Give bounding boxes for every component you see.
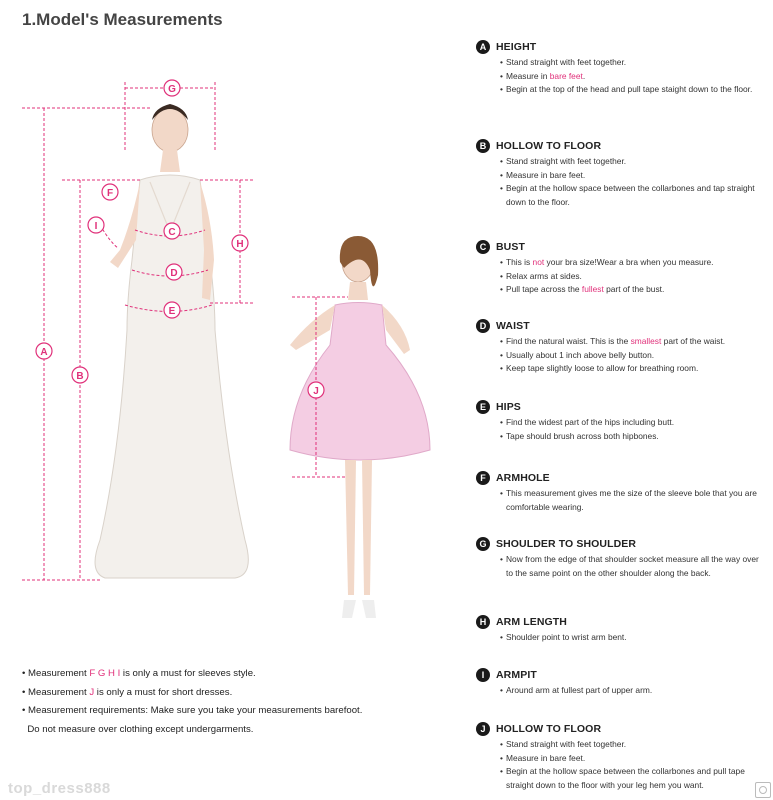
spec-text: This is — [506, 257, 533, 267]
spec-text: Find the widest part of the hips including butt. — [506, 417, 675, 427]
spec-list — [476, 487, 766, 514]
spec-text: part of the waist. — [661, 336, 726, 346]
short-dress-figure — [290, 236, 430, 618]
spec-text: your bra size!Wear a bra when you measure. — [544, 257, 714, 267]
page-title: 1.Model's Measurements — [22, 10, 223, 29]
note-line — [22, 665, 462, 684]
spec-list — [476, 684, 766, 698]
spec-text: Stand straight with feet together. — [506, 57, 627, 67]
spec-item — [500, 765, 766, 792]
spec-item — [500, 56, 766, 70]
spec-title: SHOULDER TO SHOULDER — [496, 538, 637, 550]
spec-text: Begin at the top of the head and pull tape staight down to the floor. — [506, 84, 753, 94]
spec-item — [500, 430, 766, 444]
note-line — [22, 702, 462, 721]
badge-b-label: B — [76, 371, 84, 382]
spec-text: Measure in bare feet. — [506, 169, 586, 180]
highlight-text: smallest — [630, 336, 662, 346]
spec-item — [500, 256, 766, 270]
spec-item — [500, 738, 766, 752]
spec-item — [500, 182, 766, 209]
letter-badge-icon: D — [476, 319, 490, 333]
spec-title: BUST — [496, 241, 525, 253]
spec-text: Find the natural waist. This is the — [506, 336, 631, 346]
note-line — [22, 684, 462, 703]
spec-item — [500, 631, 766, 645]
spec-item — [500, 169, 766, 183]
letter-badge-icon: A — [476, 40, 490, 54]
measurement-diagram — [0, 0, 460, 640]
badge-h-label: H — [236, 239, 244, 250]
highlight-text: bare feet — [549, 70, 583, 81]
highlight-text: F G H I — [89, 668, 121, 679]
spec-header — [476, 400, 766, 414]
badge-g — [164, 80, 180, 96]
spec-list — [476, 155, 766, 209]
spec-header — [476, 537, 766, 551]
spec-text: Tape should brush across both hipbones. — [506, 430, 659, 441]
measurement-notes — [22, 665, 462, 739]
spec-h — [476, 615, 766, 645]
spec-item — [500, 553, 766, 580]
spec-text: Begin at the hollow space between the collarbones and tap straight down to the floor. — [506, 183, 755, 207]
spec-list — [476, 553, 766, 580]
spec-g — [476, 537, 766, 580]
badge-i-label: I — [94, 221, 98, 232]
spec-header — [476, 319, 766, 333]
badge-e-label: E — [168, 306, 176, 317]
spec-list — [476, 416, 766, 443]
spec-d — [476, 319, 766, 376]
spec-list — [476, 335, 766, 376]
spec-item — [500, 349, 766, 363]
note-text: • Measurement — [22, 668, 90, 679]
badge-j — [308, 382, 324, 398]
letter-badge-icon: E — [476, 400, 490, 414]
spec-b — [476, 139, 766, 209]
spec-title: WAIST — [496, 320, 530, 332]
note-text: Do not measure over clothing except undergarments. — [22, 723, 254, 735]
spec-text: This measurement gives me the size of the sleeve bole that you are comfortable wearing. — [506, 488, 757, 512]
badge-b — [72, 367, 88, 383]
spec-title: HEIGHT — [496, 41, 537, 53]
spec-list — [476, 56, 766, 97]
spec-header — [476, 471, 766, 485]
spec-header — [476, 240, 766, 254]
note-text: is only a must for sleeves style. — [120, 668, 256, 679]
spec-list — [476, 256, 766, 297]
spec-header — [476, 40, 766, 54]
note-text: • Measurement — [22, 686, 90, 698]
watermark: top_dress888 — [8, 780, 111, 797]
spec-text: Keep tape slightly loose to allow for breathing room. — [506, 363, 699, 373]
spec-a — [476, 40, 766, 97]
spec-f — [476, 471, 766, 514]
badge-c — [164, 223, 180, 239]
spec-title: HOLLOW TO FLOOR — [496, 140, 602, 152]
spec-item — [500, 487, 766, 514]
badge-f-label: F — [106, 188, 114, 199]
letter-badge-icon: B — [476, 139, 490, 153]
spec-text: . — [582, 70, 586, 81]
wedding-dress-figure — [95, 104, 248, 578]
spec-i — [476, 668, 766, 698]
spec-item — [500, 83, 766, 97]
note-text: is only a must for short dresses. — [94, 686, 233, 698]
spec-header — [476, 668, 766, 682]
spec-item — [500, 283, 766, 297]
spec-title: ARMHOLE — [496, 472, 550, 484]
letter-badge-icon: H — [476, 615, 490, 629]
measurement-diagram-svg — [0, 0, 460, 640]
spec-title: ARM LENGTH — [496, 616, 567, 628]
spec-text: Around arm at fullest part of upper arm. — [506, 685, 653, 695]
spec-text: Measure in bare feet. — [506, 752, 586, 763]
spec-text: Begin at the hollow space between the collarbones and pull tape straight down to the floor with your leg hem you want. — [506, 766, 745, 790]
spec-text: Usually about 1 inch above belly button. — [506, 349, 655, 360]
spec-text: Stand straight with feet together. — [506, 739, 627, 749]
letter-badge-icon: C — [476, 240, 490, 254]
spec-list — [476, 631, 766, 645]
badge-a-label: A — [40, 347, 48, 358]
spec-text: Measure in — [506, 70, 550, 81]
highlight-text: fullest — [581, 284, 604, 294]
spec-text: Relax arms at sides. — [506, 270, 582, 281]
spec-text: Now from the edge of that shoulder socket measure all the way over to the same point on the other shoulder along the back. — [506, 554, 759, 578]
badge-a — [36, 343, 52, 359]
letter-badge-icon: G — [476, 537, 490, 551]
spec-text: Shoulder point to wrist arm bent. — [506, 632, 627, 642]
spec-title: HIPS — [496, 401, 521, 413]
spec-e — [476, 400, 766, 443]
badge-h — [232, 235, 248, 251]
spec-header — [476, 139, 766, 153]
spec-item — [500, 70, 766, 84]
badge-i — [88, 217, 104, 233]
letter-badge-icon: J — [476, 722, 490, 736]
spec-header — [476, 722, 766, 736]
spec-text: Stand straight with feet together. — [506, 156, 627, 166]
badge-e — [164, 302, 180, 318]
spec-item — [500, 270, 766, 284]
badge-d — [166, 264, 182, 280]
note-text: • Measurement requirements: Make sure you take your measurements barefoot. — [22, 705, 363, 716]
spec-title: HOLLOW TO FLOOR — [496, 723, 602, 735]
spec-item — [500, 416, 766, 430]
spec-item — [500, 335, 766, 349]
spec-c — [476, 240, 766, 297]
spec-item — [500, 362, 766, 376]
spec-j — [476, 722, 766, 792]
note-line — [22, 721, 462, 740]
badge-j-label: J — [313, 386, 319, 397]
letter-badge-icon: I — [476, 668, 490, 682]
badge-f — [102, 184, 118, 200]
spec-item — [500, 752, 766, 766]
spec-text: Pull tape across the — [506, 284, 582, 294]
badge-g-label: G — [168, 84, 176, 95]
spec-item — [500, 684, 766, 698]
spec-item — [500, 155, 766, 169]
highlight-text: J — [89, 686, 95, 698]
highlight-text: not — [532, 257, 545, 267]
spec-header — [476, 615, 766, 629]
spec-list — [476, 738, 766, 792]
badge-d-label: D — [170, 268, 178, 279]
spec-title: ARMPIT — [496, 669, 537, 681]
magnify-icon[interactable] — [755, 782, 771, 798]
badge-c-label: C — [168, 227, 176, 238]
spec-text: part of the bust. — [603, 284, 665, 294]
letter-badge-icon: F — [476, 471, 490, 485]
